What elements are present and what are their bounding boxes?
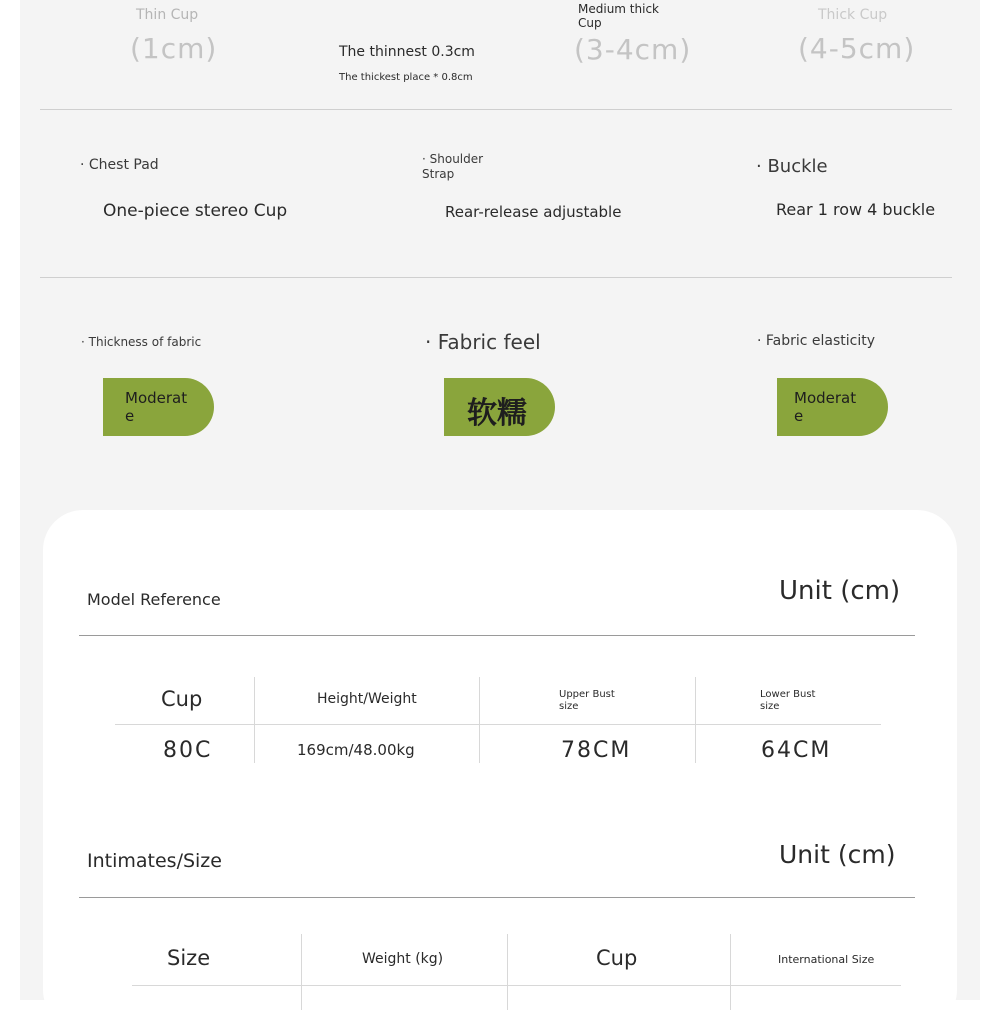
divider: [40, 109, 952, 110]
fabric-thickness-label: · Thickness of fabric: [81, 335, 202, 349]
model-reference-title: Model Reference: [87, 590, 221, 609]
model-cell-upper-bust: 78CM: [561, 738, 632, 763]
model-header-lower-bust: Lower Bust size: [760, 689, 816, 712]
fabric-feel-label: · Fabric feel: [425, 330, 541, 354]
chest-pad-value: One-piece stereo Cup: [103, 201, 288, 221]
size-header-international: International Size: [778, 953, 875, 966]
model-header-cup: Cup: [161, 687, 203, 711]
divider: [79, 897, 915, 898]
thinnest-text: The thinnest 0.3cm: [339, 44, 475, 60]
fabric-feel-value: 软糯: [467, 396, 527, 431]
model-cell-cup: 80C: [163, 738, 213, 763]
model-unit: Unit (cm): [779, 576, 901, 606]
thin-cup-label: Thin Cup: [136, 7, 199, 23]
divider: [79, 635, 915, 636]
medium-cup-size: (3-4cm): [574, 33, 692, 66]
table-row-divider: [115, 724, 881, 725]
buckle-value: Rear 1 row 4 buckle: [776, 200, 936, 219]
medium-cup-label: Medium thick Cup: [578, 2, 659, 30]
buckle-label: · Buckle: [756, 156, 828, 177]
column-divider: [730, 934, 731, 1010]
shoulder-strap-value: Rear-release adjustable: [445, 203, 622, 221]
thickest-text: The thickest place * 0.8cm: [339, 72, 473, 83]
divider: [40, 277, 952, 278]
model-header-height-weight: Height/Weight: [317, 691, 417, 707]
size-unit: Unit (cm): [779, 840, 896, 869]
fabric-elasticity-badge: [777, 378, 888, 436]
size-card: [43, 510, 957, 1030]
size-header-size: Size: [167, 946, 211, 970]
table-row-divider: [132, 985, 901, 986]
chest-pad-label: · Chest Pad: [80, 157, 159, 173]
column-divider: [479, 677, 480, 763]
size-header-weight: Weight (kg): [362, 951, 444, 967]
size-title: Intimates/Size: [87, 850, 222, 872]
fabric-elasticity-value: Moderate: [794, 389, 857, 425]
size-header-cup: Cup: [596, 946, 638, 970]
model-cell-height-weight: 169cm/48.00kg: [297, 741, 415, 759]
model-cell-lower-bust: 64CM: [761, 738, 832, 763]
fabric-thickness-badge: [103, 378, 214, 436]
thick-cup-label: Thick Cup: [818, 7, 888, 23]
column-divider: [507, 934, 508, 1010]
shoulder-strap-label: · Shoulder Strap: [422, 152, 484, 181]
column-divider: [254, 677, 255, 763]
thin-cup-size: (1cm): [130, 32, 218, 65]
model-header-upper-bust: Upper Bust size: [559, 689, 615, 712]
column-divider: [695, 677, 696, 763]
fabric-feel-badge: [444, 378, 555, 436]
thick-cup-size: (4-5cm): [798, 32, 916, 65]
fabric-elasticity-label: · Fabric elasticity: [757, 333, 876, 349]
column-divider: [301, 934, 302, 1010]
fabric-thickness-value: Moderate: [125, 389, 188, 425]
